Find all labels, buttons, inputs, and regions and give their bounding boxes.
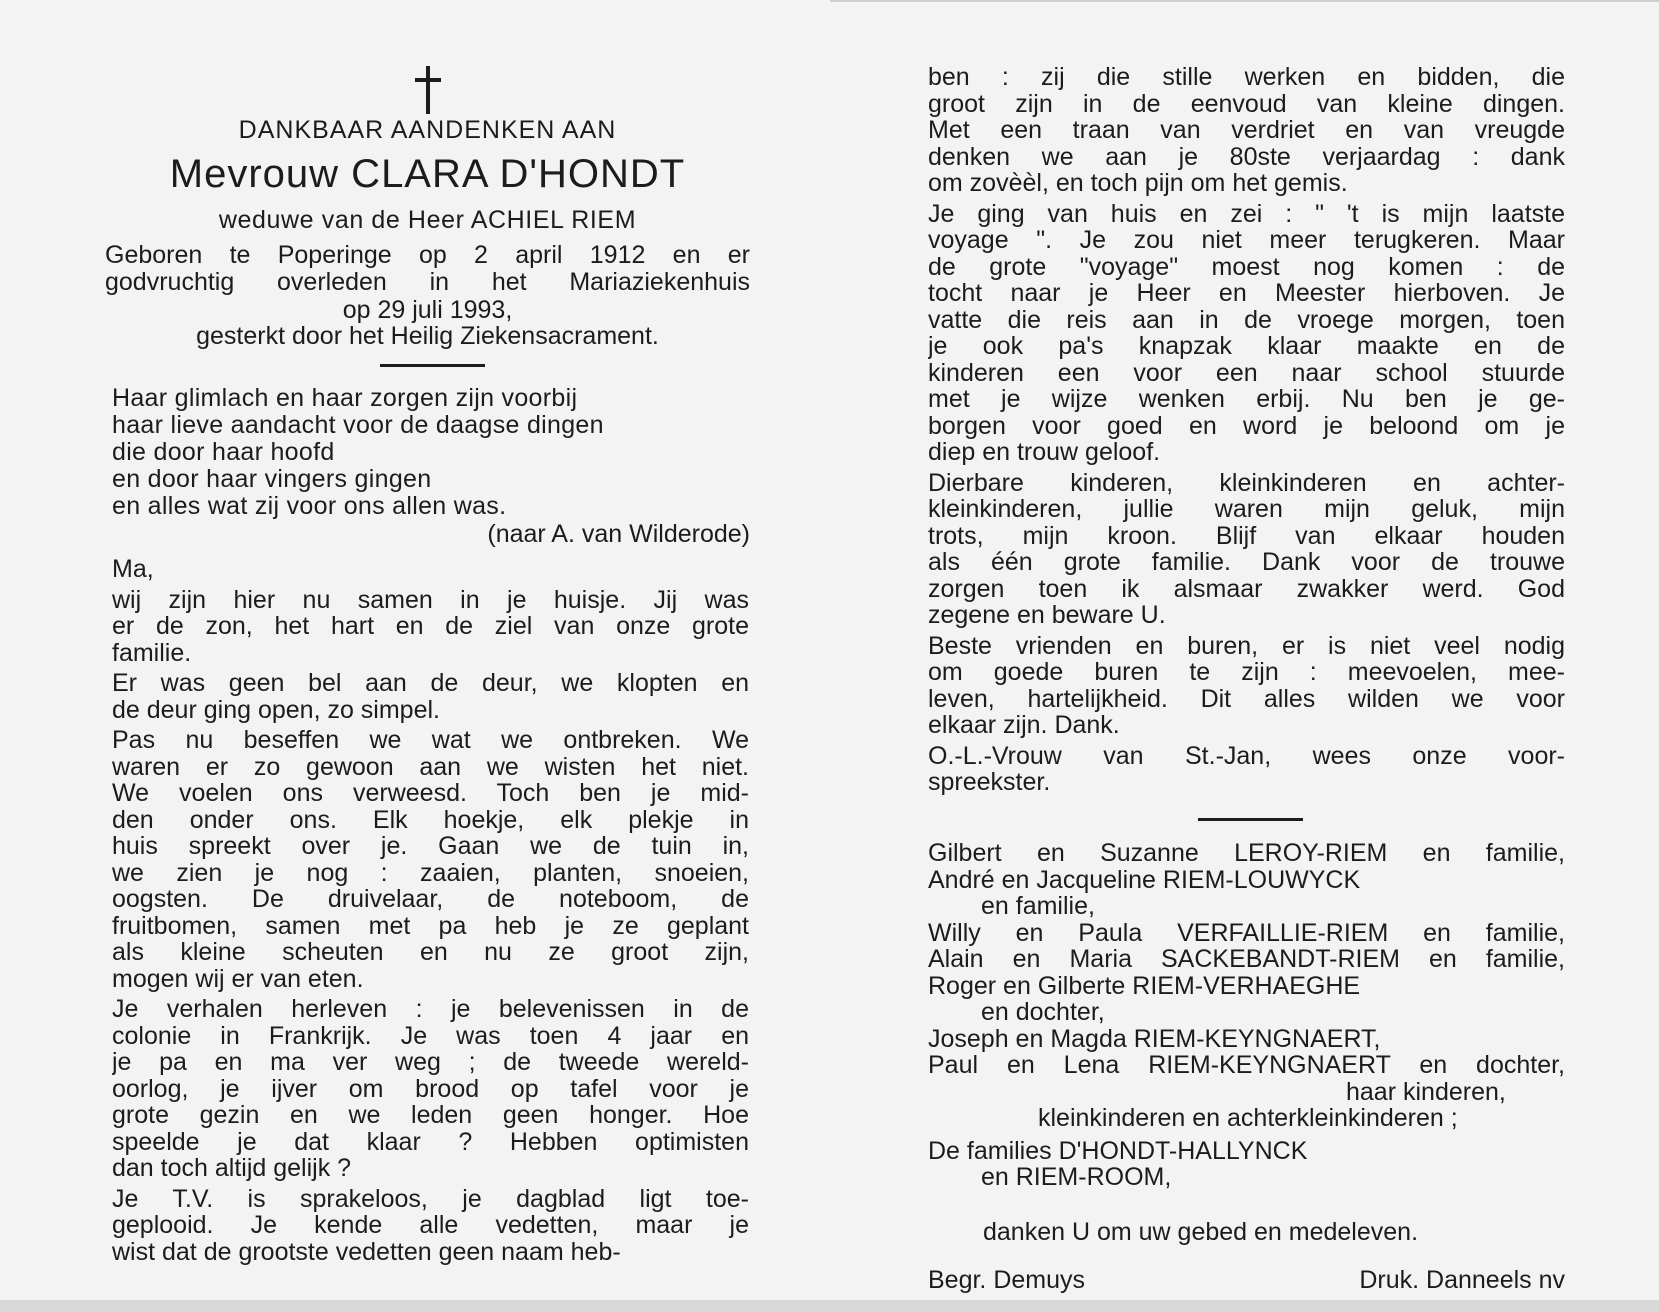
family-line: Paul en Lena RIEM-KEYNGNAERT en dochter, — [928, 1051, 1565, 1079]
family-line: De families D'HONDT-HALLYNCK — [928, 1136, 1308, 1165]
death-date: op 29 juli 1993, — [342, 296, 513, 324]
text-line: denken we aan je 80ste verjaardag : dank — [928, 143, 1565, 170]
text-line: mogen wij er van eten. — [112, 965, 364, 992]
text-line: er de zon, het hart en de ziel van onze grote — [112, 613, 749, 640]
text-line: elkaar zijn. Dank. — [928, 712, 1120, 739]
family-line: en familie, — [981, 892, 1095, 920]
paragraph — [112, 727, 749, 992]
family-line: en RIEM-ROOM, — [981, 1163, 1172, 1191]
text-line: den onder ons. Elk hoekje, elk plekje in — [112, 806, 749, 833]
text-line: wij zijn hier nu samen in je huisje. Jij was — [112, 586, 749, 613]
text-line: je pa en ma ver weg ; de tweede wereld- — [112, 1049, 749, 1076]
paragraph — [112, 670, 749, 723]
widow-of-line: weduwe van de Heer ACHIEL RIEM — [218, 206, 637, 234]
family-line: Roger en Gilberte RIEM-VERHAEGHE — [928, 971, 1361, 1000]
paragraph — [112, 556, 749, 583]
paragraph — [928, 743, 1565, 796]
letter-right-column — [928, 64, 1565, 800]
text-line: tocht naar je Heer en Meester hierboven. Je — [928, 280, 1565, 307]
death-line: godvruchtig overleden in het Mariaziekenhuis — [105, 269, 750, 296]
poem-line: en alles wat zij voor ons allen was. — [112, 492, 507, 520]
paragraph — [928, 633, 1565, 739]
cross-icon — [415, 66, 441, 114]
family-line: Joseph en Magda RIEM-KEYNGNAERT, — [928, 1024, 1381, 1053]
text-line: oorlog, je ijver om brood op tafel voor je — [112, 1075, 749, 1102]
text-line: trots, mijn kroon. Blijf van elkaar houden — [928, 522, 1565, 549]
text-line: dan toch altijd gelijk ? — [112, 1155, 352, 1182]
paragraph — [112, 1186, 749, 1266]
family-list — [928, 840, 1565, 1191]
text-line: Er was geen bel aan de deur, we klopten en — [112, 670, 749, 697]
paragraph — [112, 587, 749, 667]
text-line: speelde je dat klaar ? Hebben optimisten — [112, 1128, 749, 1155]
family-line: Alain en Maria SACKEBANDT-RIEM en familie, — [928, 945, 1565, 973]
text-line: voyage ". Je zou niet meer terugkeren. Maar — [928, 227, 1565, 254]
text-line: je ook pa's knapzak klaar maakte en de — [928, 333, 1565, 360]
text-line: waren er zo gewoon aan we wisten het niet. — [112, 753, 749, 780]
text-line: O.-L.-Vrouw van St.-Jan, wees onze voor- — [928, 742, 1565, 769]
text-line: de grote "voyage" moest nog komen : de — [928, 253, 1565, 280]
text-line: familie. — [112, 639, 192, 666]
card-edge — [0, 1300, 1659, 1312]
text-line: Met een traan van verdriet en van vreugde — [928, 117, 1565, 144]
text-line: leven, hartelijkheid. Dit alles wilden we voor — [928, 685, 1565, 712]
text-line: ben : zij die stille werken en bidden, die — [928, 64, 1565, 91]
text-line: oogsten. De druivelaar, de noteboom, de — [112, 886, 749, 913]
family-line: en dochter, — [981, 998, 1105, 1026]
paragraph — [928, 470, 1565, 629]
text-line: met je wijze wenken erbij. Nu ben je ge- — [928, 386, 1565, 413]
poem-line: die door haar hoofd — [112, 438, 335, 466]
text-line: groot zijn in de eenvoud van kleine dingen. — [928, 90, 1565, 117]
text-line: We voelen ons verweesd. Toch ben je mid- — [112, 780, 749, 807]
birth-death-text — [105, 242, 750, 296]
text-line: Beste vrienden en buren, er is niet veel nodig — [928, 632, 1565, 659]
text-line: spreekster. — [928, 769, 1051, 796]
family-line: Willy en Paula VERFAILLIE-RIEM en familie, — [928, 918, 1565, 947]
family-line: André en Jacqueline RIEM-LOUWYCK — [928, 865, 1361, 894]
poem-line: Haar glimlach en haar zorgen zijn voorbij — [112, 384, 578, 412]
divider — [380, 364, 485, 367]
text-line: kleinkinderen, jullie waren mijn geluk, mijn — [928, 496, 1565, 523]
text-line: Je verhalen herleven : je belevenissen in de — [112, 996, 749, 1023]
text-line: vatte die reis aan in de vroege morgen, toen — [928, 306, 1565, 333]
text-line: zegene en beware U. — [928, 602, 1166, 629]
text-line: Ma, — [112, 556, 154, 583]
paragraph — [928, 201, 1565, 466]
undertaker-credit: Begr. Demuys — [928, 1266, 1086, 1294]
text-line: grote gezin en we leden geen honger. Hoe — [112, 1102, 749, 1129]
text-line: geplooid. Je kende alle vedetten, maar je — [112, 1212, 749, 1239]
poem — [112, 385, 604, 520]
deceased-name: Mevrouw CLARA D'HONDT — [169, 152, 686, 196]
family-line: Gilbert en Suzanne LEROY-RIEM en familie, — [928, 839, 1565, 867]
text-line: diep en trouw geloof. — [928, 439, 1161, 466]
text-line: fruitbomen, samen met pa heb je ze geplant — [112, 912, 749, 939]
family-line: kleinkinderen en achterkleinkinderen ; — [1038, 1104, 1458, 1132]
text-line: Dierbare kinderen, kleinkinderen en achter- — [928, 469, 1565, 496]
paragraph — [112, 996, 749, 1182]
text-line: colonie in Frankrijk. Je was toen 4 jaar en — [112, 1022, 749, 1049]
text-line: om zovèèl, en toch pijn om het gemis. — [928, 170, 1348, 197]
family-line: haar kinderen, — [1346, 1077, 1506, 1106]
letter-left-column — [112, 556, 749, 1269]
text-line: huis spreekt over je. Gaan we de tuin in, — [112, 833, 749, 860]
poem-author: (naar A. van Wilderode) — [487, 520, 750, 548]
text-line: Pas nu beseffen we wat we ontbreken. We — [112, 727, 749, 754]
text-line: zorgen toen ik alsmaar zwakker werd. God — [928, 575, 1565, 602]
text-line: om goede buren te zijn : meevoelen, mee- — [928, 659, 1565, 686]
dedication-heading: DANKBAAR AANDENKEN AAN — [238, 116, 617, 144]
birth-line: Geboren te Poperinge op 2 april 1912 en er — [105, 242, 750, 269]
thanks-line: danken U om uw gebed en medeleven. — [983, 1218, 1419, 1246]
text-line: we zien je nog : zaaien, planten, snoeien, — [112, 859, 749, 886]
poem-line: haar lieve aandacht voor de daagse dingen — [112, 411, 604, 439]
poem-line: en door haar vingers gingen — [112, 465, 432, 493]
text-line: de deur ging open, zo simpel. — [112, 696, 440, 723]
paragraph — [928, 64, 1565, 197]
divider — [1198, 818, 1303, 821]
text-line: Je ging van huis en zei : " 't is mijn laatste — [928, 200, 1565, 227]
text-line: kinderen een voor een naar school stuurde — [928, 359, 1565, 386]
sacrament-line: gesterkt door het Heilig Ziekensacrament. — [196, 322, 659, 350]
text-line: Je T.V. is sprakeloos, je dagblad ligt toe- — [112, 1185, 749, 1212]
text-line: als kleine scheuten en nu ze groot zijn, — [112, 939, 749, 966]
printer-credit: Druk. Danneels nv — [1359, 1266, 1565, 1294]
text-line: borgen voor goed en word je beloond om je — [928, 412, 1565, 439]
text-line: als één grote familie. Dank voor de trouwe — [928, 549, 1565, 576]
footer — [928, 1266, 1565, 1295]
text-line: wist dat de grootste vedetten geen naam heb- — [112, 1238, 621, 1265]
card-edge — [830, 0, 1659, 2]
